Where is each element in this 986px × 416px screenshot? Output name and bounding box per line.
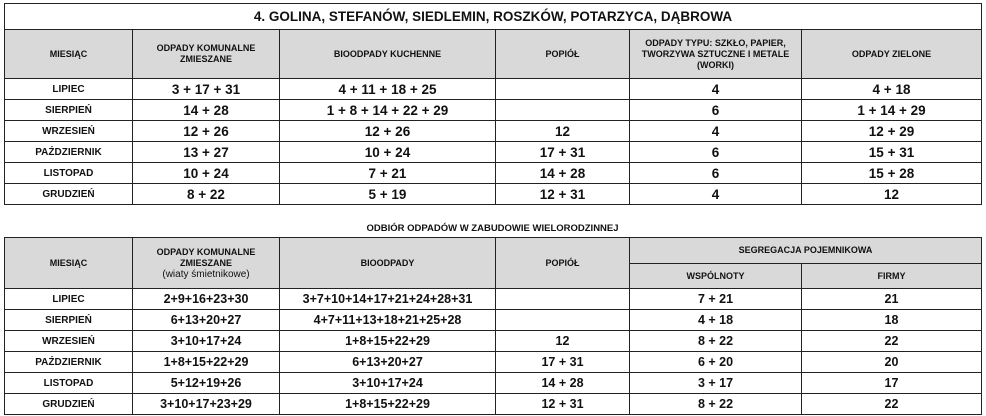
bio-cell: 4 + 11 + 18 + 25 bbox=[280, 79, 496, 100]
month-cell: LIPIEC bbox=[5, 289, 133, 310]
header-segregation: SEGREGACJA POJEMNIKOWA bbox=[630, 238, 982, 264]
header-mixed-waste: ODPADY KOMUNALNE ZMIESZANE bbox=[133, 30, 280, 79]
col6-cell: 22 bbox=[802, 394, 982, 415]
mixed-waste-cell: 3+10+17+24 bbox=[133, 331, 280, 352]
header-ash: POPIÓŁ bbox=[496, 30, 630, 79]
month-cell: LIPIEC bbox=[5, 79, 133, 100]
col6-cell: 20 bbox=[802, 352, 982, 373]
month-cell: GRUDZIEŃ bbox=[5, 184, 133, 205]
col6-cell: 17 bbox=[802, 373, 982, 394]
col6-cell: 18 bbox=[802, 310, 982, 331]
col5-cell: 4 bbox=[630, 184, 802, 205]
ash-cell: 14 + 28 bbox=[496, 163, 630, 184]
bio-cell: 3+7+10+14+17+21+24+28+31 bbox=[280, 289, 496, 310]
table-row bbox=[5, 289, 982, 310]
col6-cell: 12 + 29 bbox=[802, 121, 982, 142]
mixed-waste-cell: 14 + 28 bbox=[133, 100, 280, 121]
bio-cell: 7 + 21 bbox=[280, 163, 496, 184]
col5-cell: 7 + 21 bbox=[630, 289, 802, 310]
header-ash: POPIÓŁ bbox=[496, 238, 630, 289]
ash-cell: 14 + 28 bbox=[496, 373, 630, 394]
col6-cell: 1 + 14 + 29 bbox=[802, 100, 982, 121]
table-row bbox=[5, 331, 982, 352]
bio-cell: 1 + 8 + 14 + 22 + 29 bbox=[280, 100, 496, 121]
month-cell: LISTOPAD bbox=[5, 163, 133, 184]
schedule-table-golina bbox=[4, 3, 982, 205]
ash-cell: 17 + 31 bbox=[496, 352, 630, 373]
col6-cell: 22 bbox=[802, 331, 982, 352]
table-row bbox=[5, 142, 982, 163]
table-row bbox=[5, 184, 982, 205]
mixed-waste-cell: 2+9+16+23+30 bbox=[133, 289, 280, 310]
col5-cell: 4 + 18 bbox=[630, 310, 802, 331]
col6-cell: 15 + 28 bbox=[802, 163, 982, 184]
multifamily-subtitle: ODBIÓR ODPADÓW W ZABUDOWIE WIELORODZINNEJ bbox=[366, 223, 619, 234]
bio-cell: 1+8+15+22+29 bbox=[280, 331, 496, 352]
header-mixed-waste bbox=[133, 238, 280, 289]
ash-cell bbox=[496, 310, 630, 331]
mixed-waste-cell: 10 + 24 bbox=[133, 163, 280, 184]
table-row bbox=[5, 121, 982, 142]
bio-cell: 6+13+20+27 bbox=[280, 352, 496, 373]
header-mixed-waste-note: (wiaty śmietnikowe) bbox=[162, 268, 250, 280]
mixed-waste-cell: 1+8+15+22+29 bbox=[133, 352, 280, 373]
ash-cell: 12 bbox=[496, 121, 630, 142]
bio-cell: 3+10+17+24 bbox=[280, 373, 496, 394]
col6-cell: 12 bbox=[802, 184, 982, 205]
mixed-waste-cell: 13 + 27 bbox=[133, 142, 280, 163]
month-cell: WRZESIEŃ bbox=[5, 331, 133, 352]
table-row bbox=[5, 310, 982, 331]
ash-cell: 17 + 31 bbox=[496, 142, 630, 163]
bio-cell: 1+8+15+22+29 bbox=[280, 394, 496, 415]
table-row bbox=[5, 394, 982, 415]
bio-cell: 5 + 19 bbox=[280, 184, 496, 205]
col6-cell: 15 + 31 bbox=[802, 142, 982, 163]
mixed-waste-cell: 5+12+19+26 bbox=[133, 373, 280, 394]
mixed-waste-cell: 3+10+17+23+29 bbox=[133, 394, 280, 415]
header-bio: BIOODPADY bbox=[280, 238, 496, 289]
ash-cell bbox=[496, 289, 630, 310]
col6-cell: 21 bbox=[802, 289, 982, 310]
mixed-waste-cell: 6+13+20+27 bbox=[133, 310, 280, 331]
header-month: MIESIĄC bbox=[5, 238, 133, 289]
month-cell: LISTOPAD bbox=[5, 373, 133, 394]
table-row bbox=[5, 100, 982, 121]
header-kitchen-bio: BIOODPADY KUCHENNE bbox=[280, 30, 496, 79]
header-green-waste: ODPADY ZIELONE bbox=[802, 30, 982, 79]
schedule-table-multifamily bbox=[4, 237, 982, 415]
table-row bbox=[5, 352, 982, 373]
header-communities: WSPÓLNOTY bbox=[630, 264, 802, 289]
table-row bbox=[5, 163, 982, 184]
col5-cell: 6 + 20 bbox=[630, 352, 802, 373]
bio-cell: 12 + 26 bbox=[280, 121, 496, 142]
month-cell: WRZESIEŃ bbox=[5, 121, 133, 142]
col5-cell: 6 bbox=[630, 142, 802, 163]
col5-cell: 8 + 22 bbox=[630, 331, 802, 352]
ash-cell bbox=[496, 100, 630, 121]
col5-cell: 8 + 22 bbox=[630, 394, 802, 415]
bio-cell: 10 + 24 bbox=[280, 142, 496, 163]
col5-cell: 3 + 17 bbox=[630, 373, 802, 394]
month-cell: PAŹDZIERNIK bbox=[5, 142, 133, 163]
ash-cell: 12 + 31 bbox=[496, 394, 630, 415]
mixed-waste-cell: 12 + 26 bbox=[133, 121, 280, 142]
col6-cell: 4 + 18 bbox=[802, 79, 982, 100]
bio-cell: 4+7+11+13+18+21+25+28 bbox=[280, 310, 496, 331]
ash-cell bbox=[496, 79, 630, 100]
header-companies: FIRMY bbox=[802, 264, 982, 289]
col5-cell: 4 bbox=[630, 79, 802, 100]
col5-cell: 4 bbox=[630, 121, 802, 142]
month-cell: GRUDZIEŃ bbox=[5, 394, 133, 415]
col5-cell: 6 bbox=[630, 100, 802, 121]
table-title: 4. GOLINA, STEFANÓW, SIEDLEMIN, ROSZKÓW, POTARZYCA, DĄBROWA bbox=[5, 4, 982, 30]
month-cell: SIERPIEŃ bbox=[5, 310, 133, 331]
header-recyclables: ODPADY TYPU: SZKŁO, PAPIER, TWORZYWA SZTUCZNE I METALE (WORKI) bbox=[630, 30, 802, 79]
month-cell: SIERPIEŃ bbox=[5, 100, 133, 121]
ash-cell: 12 + 31 bbox=[496, 184, 630, 205]
mixed-waste-cell: 8 + 22 bbox=[133, 184, 280, 205]
ash-cell: 12 bbox=[496, 331, 630, 352]
table-row bbox=[5, 79, 982, 100]
mixed-waste-cell: 3 + 17 + 31 bbox=[133, 79, 280, 100]
col5-cell: 6 bbox=[630, 163, 802, 184]
month-cell: PAŹDZIERNIK bbox=[5, 352, 133, 373]
header-month: MIESIĄC bbox=[5, 30, 133, 79]
table-row bbox=[5, 373, 982, 394]
header-mixed-waste-label: ODPADY KOMUNALNE ZMIESZANE bbox=[156, 246, 256, 268]
